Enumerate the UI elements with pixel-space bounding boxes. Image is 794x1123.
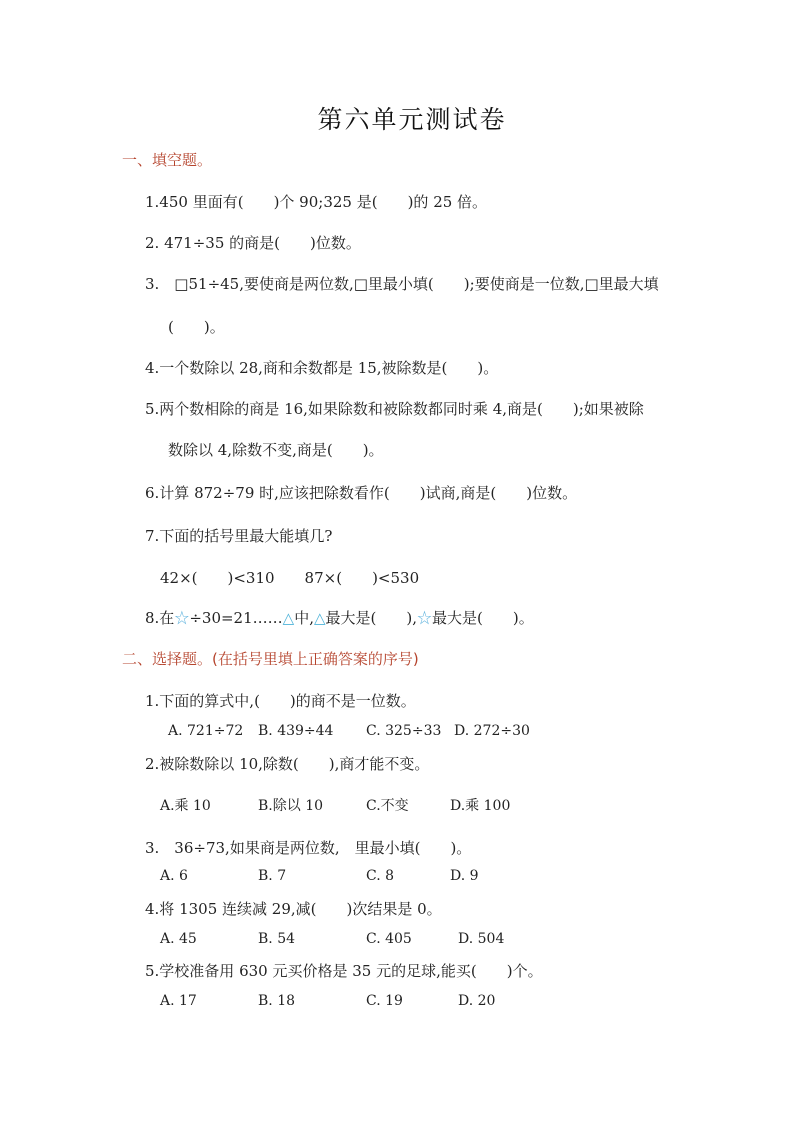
section-header-fill-blank: 一、填空题。 — [122, 151, 213, 169]
question-line: 数除以 4,除数不变,商是( )。 — [168, 441, 384, 459]
question-line: 4.一个数除以 28,商和余数都是 15,被除数是( )。 — [145, 359, 499, 377]
q8-prefix: 8.在 — [145, 609, 175, 627]
choice-options — [168, 723, 530, 739]
section-header-multiple-choice: 二、选择题。(在括号里填上正确答案的序号) — [122, 650, 419, 668]
triangle-icon: △ — [313, 609, 326, 627]
q8-text-c: 最大是( )。 — [432, 609, 534, 627]
star-icon: ☆ — [417, 609, 433, 627]
option-b: B.除以 10 — [258, 798, 324, 814]
option-b: B. 439÷44 — [258, 723, 334, 739]
option-d: D. 272÷30 — [454, 723, 530, 739]
choice-question-stem: 2.被除数除以 10,除数( ),商才能不变。 — [145, 755, 430, 773]
q8-text-a: 中, — [294, 609, 314, 627]
question-line: 7.下面的括号里最大能填几? — [145, 527, 333, 545]
option-c: C. 325÷33 — [366, 723, 442, 739]
question-line: 3. □51÷45,要使商是两位数,□里最小填( );要使商是一位数,□里最大填 — [145, 275, 659, 293]
option-d: D.乘 100 — [450, 798, 511, 814]
choice-options — [160, 868, 479, 884]
option-d: D. 9 — [450, 868, 479, 884]
option-a: A. 6 — [160, 868, 188, 884]
option-d: D. 504 — [458, 931, 505, 947]
choice-question-stem: 4.将 1305 连续减 29,减( )次结果是 0。 — [145, 900, 442, 918]
question-line: 42×( )<310 87×( )<530 — [160, 569, 420, 587]
choice-question-stem: 5.学校准备用 630 元买价格是 35 元的足球,能买( )个。 — [145, 962, 543, 980]
option-c: C. 405 — [366, 931, 412, 947]
question-line: ( )。 — [168, 318, 225, 336]
option-c: C. 19 — [366, 993, 403, 1009]
choice-options — [160, 795, 510, 815]
option-b: B. 18 — [258, 993, 296, 1009]
option-b: B. 7 — [258, 868, 287, 884]
page-title: 第六单元测试卷 — [317, 105, 507, 134]
triangle-icon: △ — [282, 609, 295, 627]
option-c: C. 8 — [366, 868, 395, 884]
option-b: B. 54 — [258, 931, 296, 947]
choice-question-stem: 3. 36÷73,如果商是两位数, 里最小填( )。 — [145, 839, 472, 857]
choice-question-stem: 1.下面的算式中,( )的商不是一位数。 — [145, 692, 416, 710]
option-a: A. 721÷72 — [168, 723, 244, 739]
star-icon: ☆ — [174, 609, 190, 627]
q8-mid: ÷30=21…… — [189, 609, 283, 627]
question-line-8 — [145, 607, 534, 628]
question-line: 2. 471÷35 的商是( )位数。 — [145, 234, 361, 252]
question-line: 1.450 里面有( )个 90;325 是( )的 25 倍。 — [145, 193, 488, 211]
option-a: A.乘 10 — [160, 798, 211, 814]
option-c: C.不变 — [366, 798, 409, 814]
option-a: A. 45 — [160, 931, 197, 947]
choice-options — [160, 931, 504, 947]
question-line: 6.计算 872÷79 时,应该把除数看作( )试商,商是( )位数。 — [145, 484, 578, 502]
question-line: 5.两个数相除的商是 16,如果除数和被除数都同时乘 4,商是( );如果被除 — [145, 400, 644, 418]
option-a: A. 17 — [160, 993, 197, 1009]
option-d: D. 20 — [458, 993, 496, 1009]
choice-options — [160, 993, 495, 1009]
q8-text-b: 最大是( ), — [325, 609, 417, 627]
